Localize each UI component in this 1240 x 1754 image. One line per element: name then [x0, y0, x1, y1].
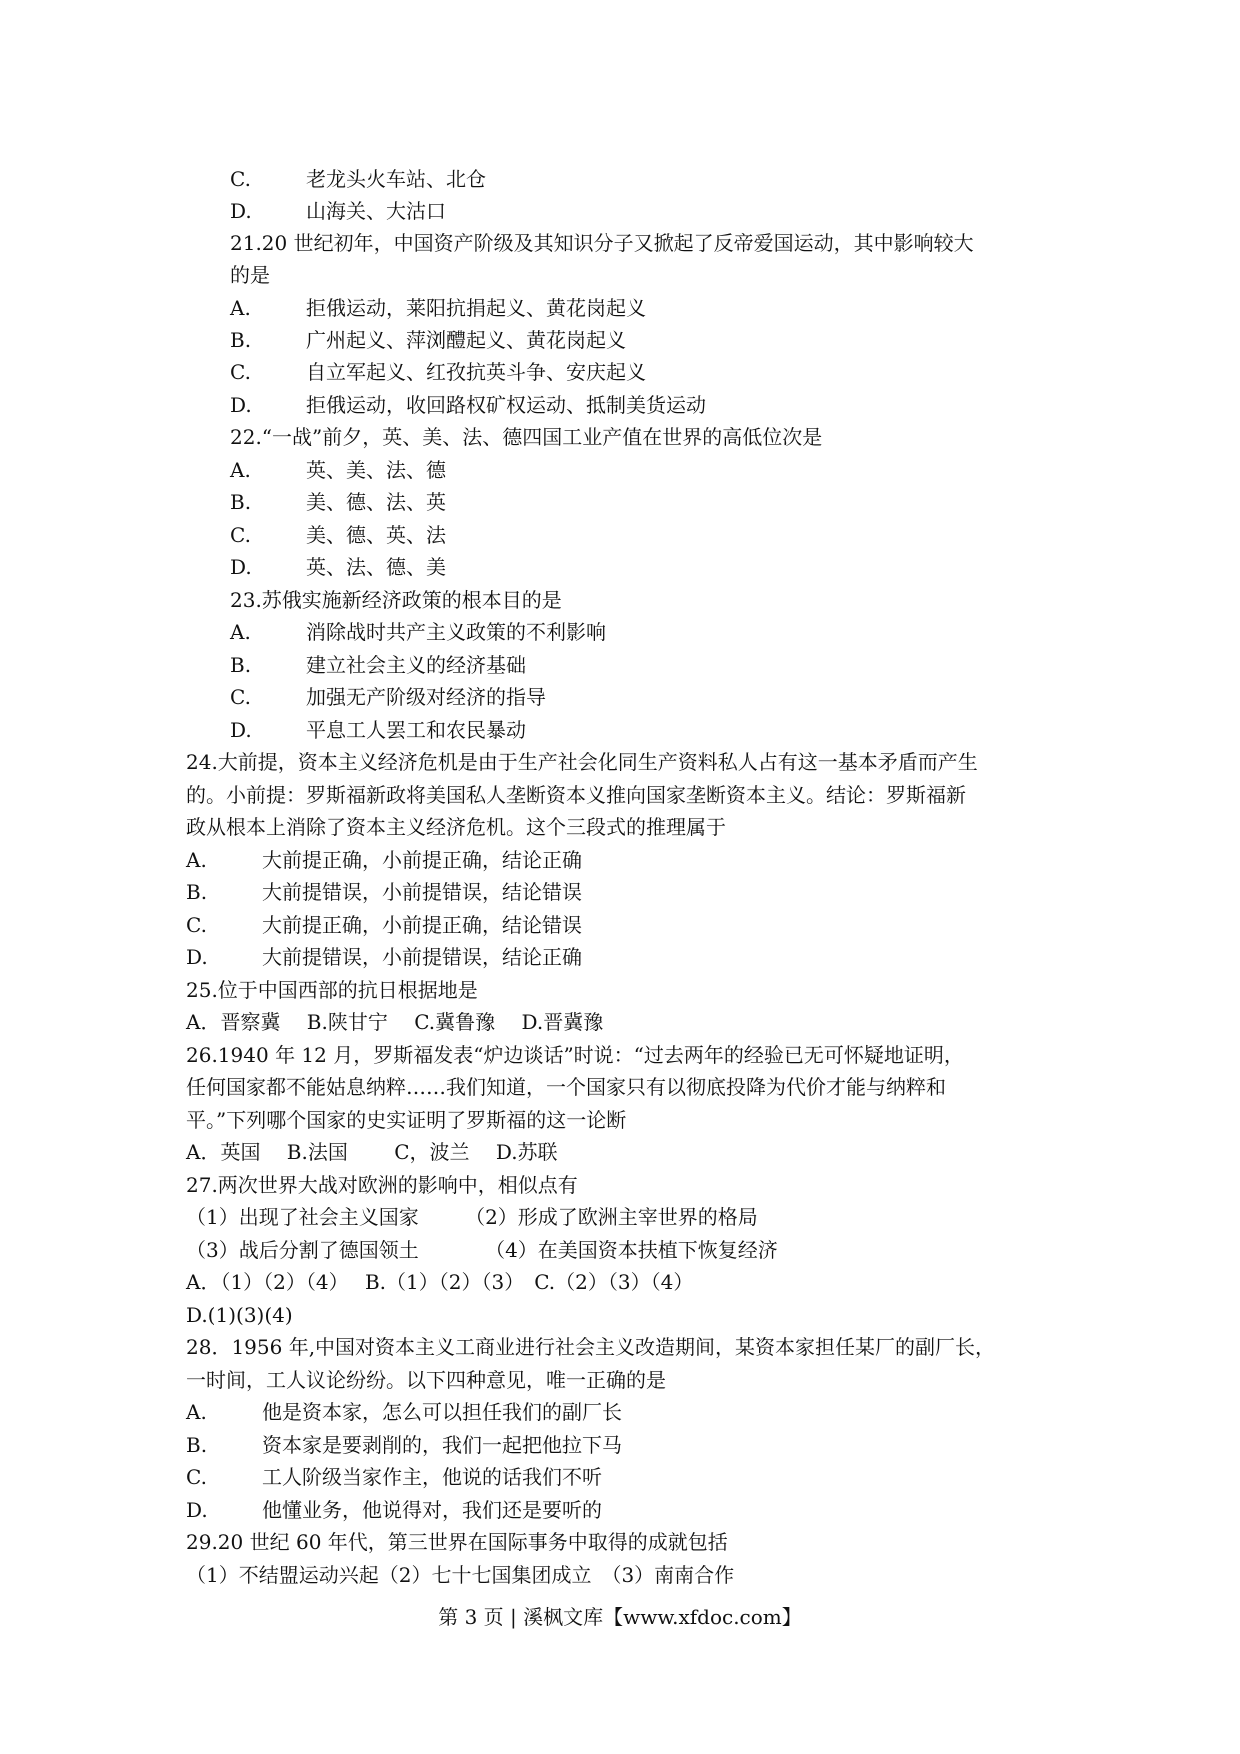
question-27-items: （3）战后分割了德国领土 （4）在美国资本扶植下恢复经济: [186, 1238, 778, 1262]
question-26-stem-cont: 任何国家都不能姑息纳粹……我们知道，一个国家只有以彻底投降为代价才能与纳粹和: [186, 1075, 946, 1099]
question-27-stem: 27.两次世界大战对欧洲的影响中，相似点有: [186, 1173, 578, 1197]
option-d: D. 拒俄运动，收回路权矿权运动、抵制美货运动: [230, 393, 706, 417]
question-25-stem: 25.位于中国西部的抗日根据地是: [186, 978, 478, 1002]
option-c: C. 加强无产阶级对经济的指导: [230, 685, 546, 709]
option-d: D. 他懂业务，他说得对，我们还是要听的: [186, 1498, 602, 1522]
option-d: D. 平息工人罢工和农民暴动: [230, 718, 526, 742]
option-d: D. 山海关、大沽口: [230, 199, 446, 223]
option-b: B. 大前提错误，小前提错误，结论错误: [186, 880, 582, 904]
option-c: C. 大前提正确，小前提正确，结论错误: [186, 913, 582, 937]
question-24-stem-cont: 的。小前提：罗斯福新政将美国私人垄断资本义推向国家垄断资本主义。结论：罗斯福新: [186, 783, 966, 807]
option-b: B. 美、德、法、英: [230, 490, 446, 514]
page-footer: 第 3 页 | 溪枫文库【www.xfdoc.com】: [438, 1605, 802, 1629]
question-28-stem-cont: 一时间，工人议论纷纷。以下四种意见，唯一正确的是: [186, 1368, 666, 1392]
option-b: B. 资本家是要剥削的，我们一起把他拉下马: [186, 1433, 622, 1457]
option-b: B. 广州起义、萍浏醴起义、黄花岗起义: [230, 328, 626, 352]
option-c: C. 自立军起义、红孜抗英斗争、安庆起义: [230, 360, 646, 384]
question-25-options: A．晋察冀 B.陕甘宁 C.冀鲁豫 D.晋冀豫: [186, 1010, 604, 1034]
question-27-options: A．（1）（2）（4） B.（1）（2）（3） C.（2）（3）（4）: [186, 1270, 694, 1294]
option-a: A. 英、美、法、德: [230, 458, 446, 482]
option-d: D. 大前提错误，小前提错误，结论正确: [186, 945, 582, 969]
question-24-stem: 24.大前提，资本主义经济危机是由于生产社会化同生产资料私人占有这一基本矛盾而产生: [186, 750, 978, 774]
question-24-stem-cont: 政从根本上消除了资本主义经济危机。这个三段式的推理属于: [186, 815, 726, 839]
question-26-stem-cont: 平。”下列哪个国家的史实证明了罗斯福的这一论断: [186, 1108, 627, 1132]
option-a: A. 他是资本家，怎么可以担任我们的副厂长: [186, 1400, 622, 1424]
option-c: C. 工人阶级当家作主，他说的话我们不听: [186, 1465, 602, 1489]
question-28-stem: 28．1956 年,中国对资本主义工商业进行社会主义改造期间，某资本家担任某厂的副厂长，: [186, 1335, 996, 1359]
option-b: B. 建立社会主义的经济基础: [230, 653, 526, 677]
option-a: A. 拒俄运动，莱阳抗捐起义、黄花岗起义: [230, 296, 646, 320]
question-29-stem: 29.20 世纪 60 年代，第三世界在国际事务中取得的成就包括: [186, 1530, 728, 1554]
option-d: D. 英、法、德、美: [230, 555, 446, 579]
question-26-stem: 26.1940 年 12 月，罗斯福发表“炉边谈话”时说：“过去两年的经验已无可怀疑地证明，: [186, 1043, 964, 1067]
question-27-items: （1）出现了社会主义国家 （2）形成了欧洲主宰世界的格局: [186, 1205, 758, 1229]
question-22-stem: 22.“一战”前夕，英、美、法、德四国工业产值在世界的高低位次是: [230, 425, 823, 449]
option-a: A. 消除战时共产主义政策的不利影响: [230, 620, 606, 644]
option-c: C. 美、德、英、法: [230, 523, 446, 547]
option-d: D.(1)(3)(4): [186, 1303, 293, 1327]
option-a: A. 大前提正确，小前提正确，结论正确: [186, 848, 582, 872]
option-c: C. 老龙头火车站、北仓: [230, 167, 486, 191]
question-21-stem-cont: 的是: [230, 263, 270, 287]
question-29-items: （1）不结盟运动兴起（2）七十七国集团成立 （3）南南合作: [186, 1563, 735, 1587]
question-21-stem: 21.20 世纪初年，中国资产阶级及其知识分子又掀起了反帝爱国运动，其中影响较大: [230, 231, 974, 255]
question-26-options: A．英国 B.法国 C，波兰 D.苏联: [186, 1140, 558, 1164]
question-23-stem: 23.苏俄实施新经济政策的根本目的是: [230, 588, 562, 612]
